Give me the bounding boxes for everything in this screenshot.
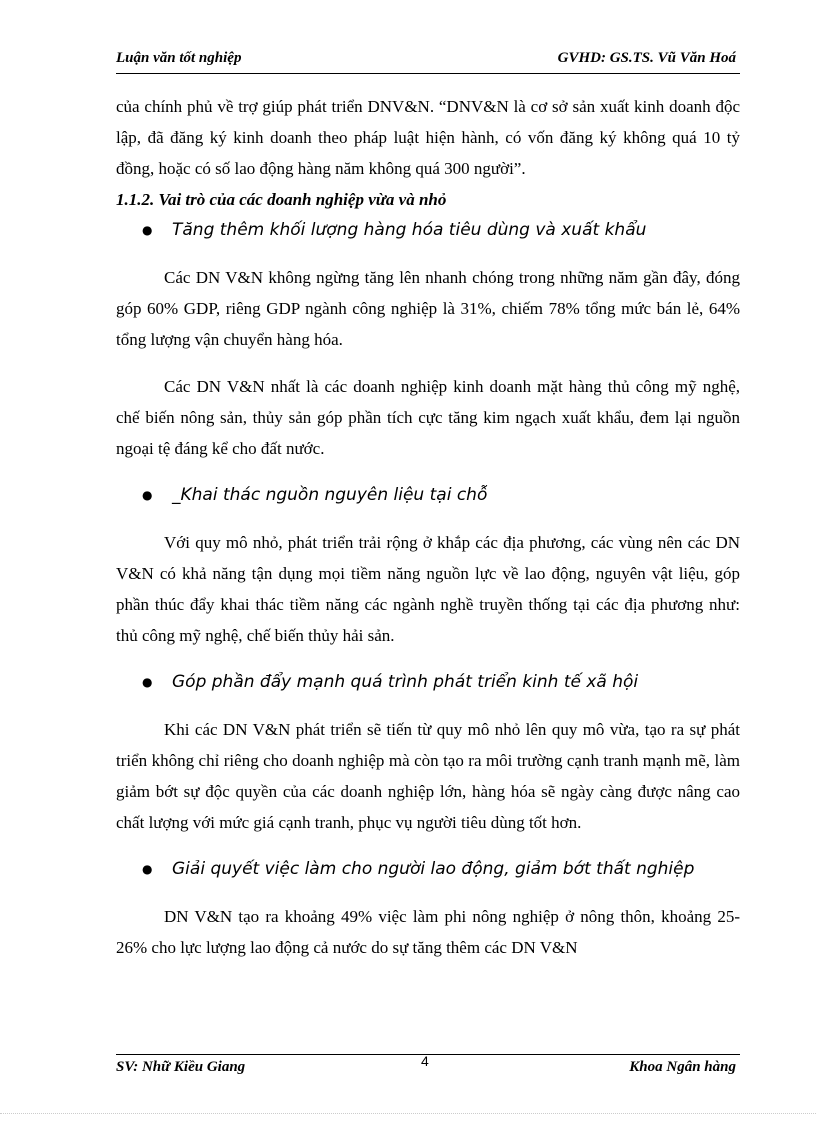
paragraph: Các DN V&N nhất là các doanh nghiệp kinh doanh mặt hàng thủ công mỹ nghệ, chế biến nông sản, thủy sản góp phần tích cực tăng kim ngạch xuất khẩu, đem lại nguồn ngoại tệ đáng kể cho đất nước. (116, 377, 740, 458)
bullet-item (116, 854, 740, 885)
page-edge-divider (0, 1113, 816, 1114)
bullet-item (116, 667, 740, 698)
page-header (116, 47, 740, 74)
section-heading: 1.1.2. Vai trò của các doanh nghiệp vừa và nhỏ (116, 190, 447, 209)
bullet-item (116, 480, 740, 511)
page-number: 4 (421, 1053, 429, 1069)
paragraph: DN V&N tạo ra khoảng 49% việc làm phi nông nghiệp ở nông thôn, khoảng 25-26% cho lực lượng lao động cả nước do sự tăng thêm các DN V&N (116, 907, 740, 957)
footer-student: SV: Nhữ Kiều Giang (116, 1059, 246, 1075)
page-footer (116, 1053, 740, 1081)
footer-department: Khoa Ngân hàng (629, 1059, 736, 1075)
bullet-icon: ● (142, 488, 153, 502)
bullet-icon: ● (142, 223, 153, 237)
header-supervisor: GVHD: GS.TS. Vũ Văn Hoá (557, 50, 736, 66)
intro-paragraph: của chính phủ về trợ giúp phát triển DNV&N. “DNV&N là cơ sở sản xuất kinh doanh độc lập, đã đăng ký kinh doanh theo pháp luật hiện hành, có vốn đăng ký không quá 10 tỷ đồng, hoặc có số lao động hàng năm không quá 300 người”. (116, 97, 740, 178)
paragraph: Với quy mô nhỏ, phát triển trải rộng ở khắp các địa phương, các vùng nên các DN V&N có khả năng tận dụng mọi tiềm năng nguồn lực về lao động, nguyên vật liệu, góp phần thúc đẩy khai thác tiềm năng các ngành nghề truyền thống tại các địa phương như: thủ công mỹ nghệ, chế biến thủy hải sản. (116, 533, 740, 645)
paragraph: Khi các DN V&N phát triển sẽ tiến từ quy mô nhỏ lên quy mô vừa, tạo ra sự phát triển không chỉ riêng cho doanh nghiệp mà còn tạo ra môi trường cạnh tranh mạnh mẽ, làm giảm bớt sự độc quyền của các doanh nghiệp lớn, hàng hóa sẽ ngày càng được nâng cao chất lượng với mức giá cạnh tranh, phục vụ người tiêu dùng tốt hơn. (116, 720, 740, 832)
bullet-icon: ● (142, 675, 153, 689)
bullet-text: Tăng thêm khối lượng hàng hóa tiêu dùng và xuất khẩu (172, 220, 647, 240)
bullet-text: Góp phần đẩy mạnh quá trình phát triển kinh tế xã hội (172, 672, 639, 692)
page-body (116, 91, 740, 963)
bullet-icon: ● (142, 862, 153, 876)
bullet-text: _Khai thác nguồn nguyên liệu tại chỗ (172, 485, 488, 505)
bullet-text: Giải quyết việc làm cho người lao động, giảm bớt thất nghiệp (172, 859, 695, 879)
paragraph: Các DN V&N không ngừng tăng lên nhanh chóng trong những năm gần đây, đóng góp 60% GDP, riêng GDP ngành công nghiệp là 31%, chiếm 78% tổng mức bán lẻ, 64% tổng lượng vận chuyển hàng hóa. (116, 268, 740, 349)
header-thesis-title: Luận văn tốt nghiệp (116, 50, 242, 66)
bullet-item (116, 215, 740, 246)
